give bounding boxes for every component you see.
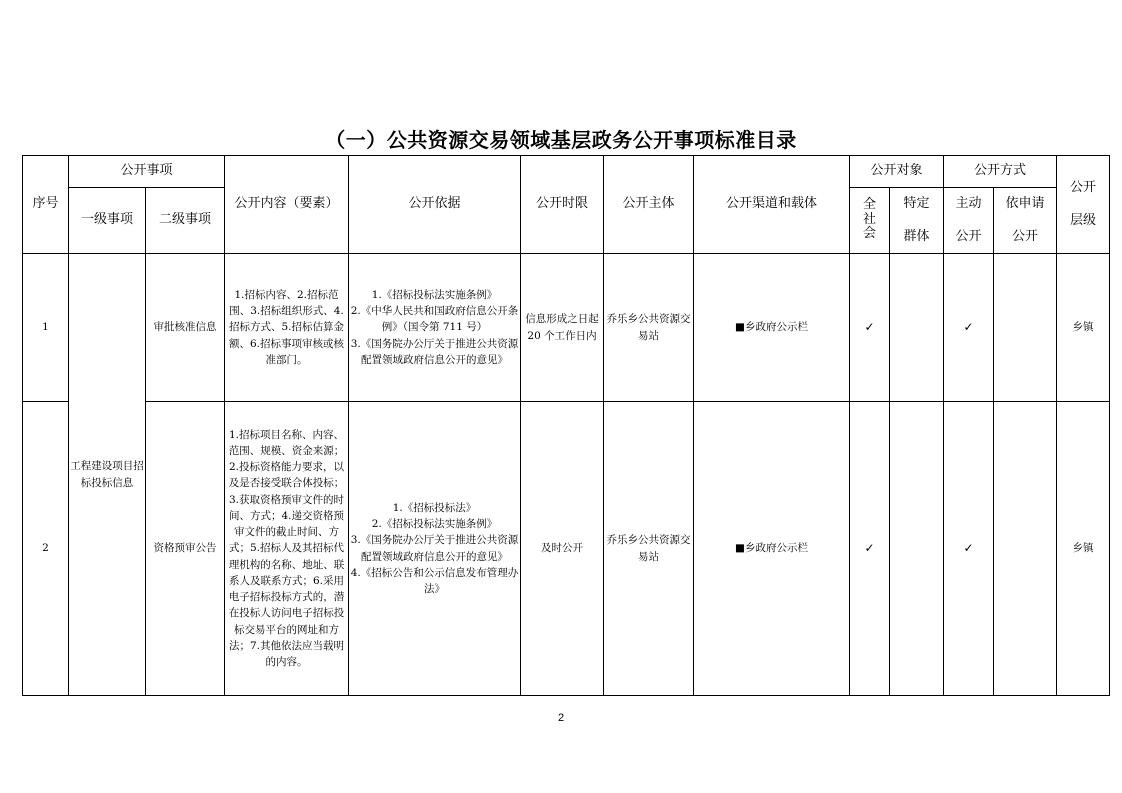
row-method-request [994,254,1057,402]
header-target-group: 公开对象 [850,156,944,188]
page-number: 2 [557,712,565,724]
header-level-line2: 层级 [1070,212,1097,228]
row-basis [349,254,521,402]
header-target-all-char: 全 [863,196,877,212]
basis-item: 3.《国务院办公厅关于推进公共资源配置领域政府信息公开的意见》 [350,534,519,563]
header-method-active [944,188,994,254]
basis-item: 4.《招标公告和公示信息发布管理办法》 [350,566,519,596]
row-level2: 审批核准信息 [146,254,225,402]
header-level2: 二级事项 [146,188,225,254]
header-method-group: 公开方式 [944,156,1057,188]
row-level1: 工程建设项目招标投标信息 [69,254,146,696]
disclosure-catalog-table [22,155,1110,696]
check-mark-icon: ✓ [944,402,994,696]
basis-item: 2.《招标投标法实施条例》 [371,517,498,530]
row-content: 1.招标项目名称、内容、范围、规模、资金来源；2.投标资格能力要求，以及是否接受联合体投标；3.获取资格预审文件的时间、方式；4.递交资格预审文件的截止时间、方式；5.招标人及其招标代理机构的名称、地址、联系人及联系方式；6.采用电子招标投标方式的，潜在投标人访问电子招标投标交易平台的网址和方法；7.其他依法应当载明的内容。 [225,402,349,696]
check-mark-icon: ✓ [850,254,890,402]
header-method-request-line1: 依申请 [1005,196,1045,211]
header-level1: 一级事项 [69,188,146,254]
row-subject: 乔乐乡公共资源交易站 [604,254,694,402]
header-target-all-char: 社 [863,211,877,227]
header-target-all-text [863,198,876,243]
check-mark-icon: ✓ [850,402,890,696]
row-method-request [994,402,1057,696]
row-channel: ■乡政府公示栏 [694,402,850,696]
row-seq: 2 [23,402,69,696]
table-row [23,402,1110,696]
row-target-specific [890,254,944,402]
row-target-specific [890,402,944,696]
row-level2: 资格预审公告 [146,402,225,696]
row-time-limit: 及时公开 [521,402,604,696]
header-target-all [850,188,890,254]
row-seq: 1 [23,254,69,402]
basis-item: 2.《中华人民共和国政府信息公开条例》（国令第 711 号） [350,305,519,334]
header-subject: 公开主体 [604,156,694,254]
page-title: （一）公共资源交易领域基层政务公开事项标准目录 [325,128,797,152]
header-item-group: 公开事项 [69,156,225,188]
row-channel: ■乡政府公示栏 [694,254,850,402]
basis-item: 1.《招标投标法》 [392,501,477,514]
header-method-request-line2: 公开 [1012,228,1039,244]
header-method-request [994,188,1057,254]
header-level-line1: 公开 [1070,180,1097,195]
row-level: 乡镇 [1057,402,1110,696]
header-content: 公开内容（要素） [225,156,349,254]
row-content: 1.招标内容、2.招标范围、3.招标组织形式、4.招标方式、5.招标估算金额、6.招标事项审核或核准部门。 [225,254,349,402]
header-time-limit: 公开时限 [521,156,604,254]
table-row [23,254,1110,402]
header-level [1057,156,1110,254]
header-target-all-char: 会 [863,226,877,242]
row-time-limit: 信息形成之日起 20 个工作日内 [521,254,604,402]
basis-item: 1.《招标投标法实施条例》 [371,288,498,301]
check-mark-icon: ✓ [944,254,994,402]
header-channel: 公开渠道和载体 [694,156,850,254]
header-seq: 序号 [23,156,69,254]
row-basis [349,402,521,696]
header-method-active-line1: 主动 [955,196,982,211]
row-level: 乡镇 [1057,254,1110,402]
header-method-active-line2: 公开 [955,228,982,244]
header-target-specific [890,188,944,254]
header-basis: 公开依据 [349,156,521,254]
basis-item: 3.《国务院办公厅关于推进公共资源配置领域政府信息公开的意见》 [350,337,519,366]
header-target-specific-line1: 特定 [903,196,930,211]
row-subject: 乔乐乡公共资源交易站 [604,402,694,696]
header-target-specific-line2: 群体 [903,228,930,244]
